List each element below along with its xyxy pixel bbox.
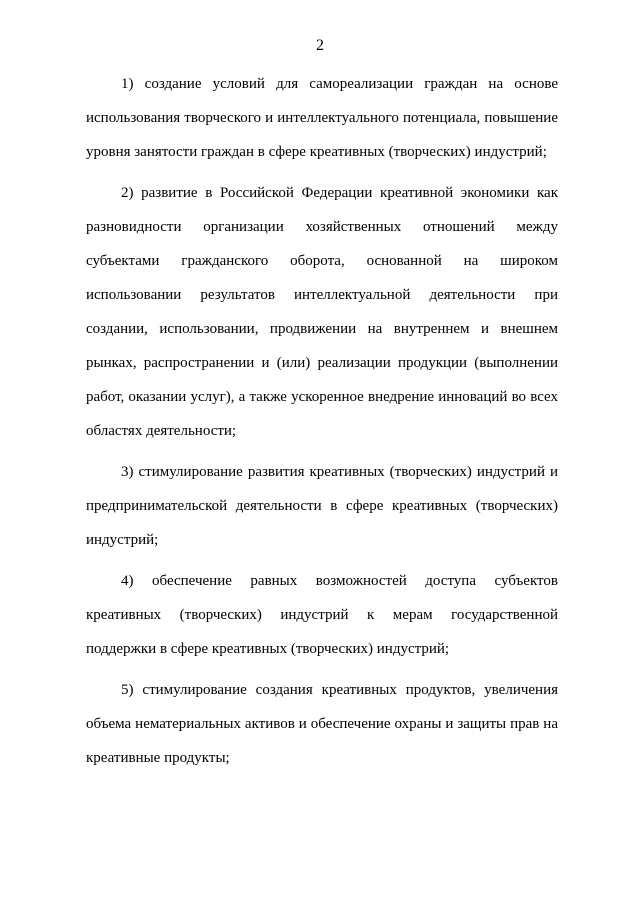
list-item-5: 5) стимулирование создания креативных продуктов, увеличения объема нематериальных активов и обеспечение охраны и защиты прав на креативные продукты; — [86, 682, 558, 766]
list-item-1: 1) создание условий для самореализации граждан на основе использования творческого и интеллектуального потенциала, повышение уровня занятости граждан в сфере креативных (творческих) индустрий; — [86, 76, 558, 160]
page-number: 2 — [316, 37, 324, 54]
list-item-4: 4) обеспечение равных возможностей доступа субъектов креативных (творческих) индустрий к мерам государственной поддержки в сфере креативных (творческих) индустрий; — [86, 573, 558, 657]
list-item-2: 2) развитие в Российской Федерации креативной экономики как разновидности организации хозяйственных отношений между субъектами гражданского оборота, основанной на широком использовании результатов интеллектуальной деятельности при создании, использовании, продвижении на внутреннем и внешнем рынках, распространении и (или) реализации продукции (выполнении работ, оказании услуг), а также ускоренное внедрение инноваций во всех областях деятельности; — [86, 185, 558, 439]
list-item-3: 3) стимулирование развития креативных (творческих) индустрий и предпринимательской деятельности в сфере креативных (творческих) индустрий; — [86, 464, 558, 548]
document-body — [86, 67, 558, 775]
